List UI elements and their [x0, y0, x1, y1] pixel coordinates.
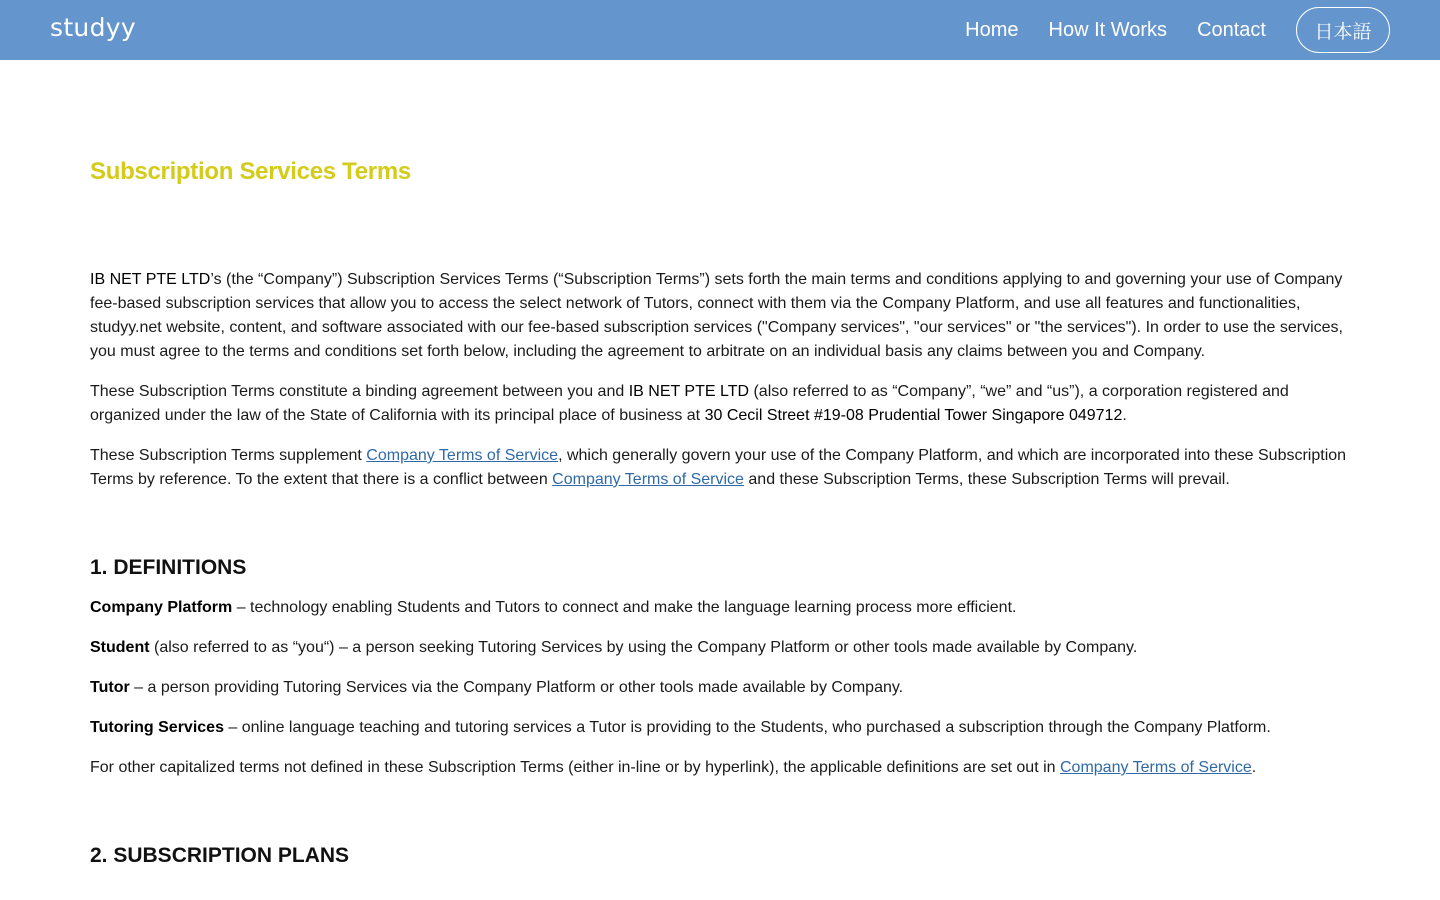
language-switch-button[interactable]: 日本語: [1296, 7, 1390, 53]
logo[interactable]: studyy: [50, 13, 136, 42]
definition-other-period: .: [1251, 759, 1257, 776]
nav-home-link[interactable]: Home: [965, 18, 1019, 41]
intro-paragraph-2-text-c: .: [1122, 407, 1127, 424]
terms-of-service-link[interactable]: Company Terms of Service: [1059, 759, 1252, 776]
definition-text: – a person providing Tutoring Services via the Company Platform or other tools made available by Company.: [129, 679, 904, 696]
intro-paragraph-3-text-b: , which generally govern your use of the Company Platform, and which are incorporated into these Subscription Terms by reference. To the extent that there is a conflict between: [90, 447, 1347, 488]
intro-paragraph-2: [90, 380, 1352, 428]
definition-other-terms: [90, 756, 1352, 780]
company-address: 30 Cecil Street #19-08 Prudential Tower Singapore 049712: [704, 407, 1123, 424]
nav-how-it-works-link[interactable]: How It Works: [1048, 18, 1168, 41]
company-name: IB NET PTE LTD: [628, 383, 750, 400]
definition-tutoring-services: [90, 716, 1352, 740]
nav-contact-link[interactable]: Contact: [1197, 18, 1266, 41]
page-title: Subscription Services Terms: [90, 158, 411, 185]
terms-of-service-link[interactable]: Company Terms of Service: [366, 447, 559, 464]
intro-paragraph-1-text: ’s (the “Company”) Subscription Services Terms (“Subscription Terms”) sets forth the main terms and conditions applying to and governing your use of Company fee-based subscription services that allow you to access the select network of Tutors, connect with them via the Company Platform, and use all features and functionalities, studyy.net website, content, and software associated with our fee-based subscription services ("Company services", "our services" or "the services"). In order to use the services, you must agree to the terms and conditions set forth below, including the agreement to arbitrate on an individual basis any claims between you and Company.: [90, 271, 1343, 360]
intro-paragraph-3: [90, 444, 1352, 492]
intro-paragraph-3-text-a: These Subscription Terms supplement: [90, 447, 367, 464]
intro-paragraph-2-text-a: These Subscription Terms constitute a binding agreement between you and: [90, 383, 629, 400]
definition-term: Company Platform: [90, 599, 233, 616]
intro-paragraph-2-text-b: (also referred to as “Company”, “we” and “us”), a corporation registered and organized under the law of the State of California with its principal place of business at: [90, 383, 1289, 424]
company-name: IB NET PTE LTD: [90, 271, 211, 288]
definition-tutor: [90, 676, 1352, 700]
terms-of-service-link[interactable]: Company Terms of Service: [552, 471, 744, 488]
intro-paragraph-3-text-c: and these Subscription Terms, these Subscription Terms will prevail.: [743, 471, 1230, 488]
main-nav: [965, 6, 1390, 54]
top-navigation-bar: [0, 0, 1440, 60]
definition-company-platform: [90, 596, 1352, 620]
definition-term: Tutor: [90, 679, 130, 696]
definition-term: Tutoring Services: [90, 719, 224, 736]
intro-paragraph-1: [90, 268, 1352, 364]
definition-text: – technology enabling Students and Tutors to connect and make the language learning process more efficient.: [232, 599, 1017, 616]
definitions-heading: 1. DEFINITIONS: [90, 556, 247, 579]
definition-other-text: For other capitalized terms not defined in these Subscription Terms (either in-line or by hyperlink), the applicable definitions are set out in: [90, 759, 1060, 776]
definition-term: Student: [90, 639, 150, 656]
definition-text: – online language teaching and tutoring services a Tutor is providing to the Students, who purchased a subscription through the Company Platform.: [223, 719, 1271, 736]
definition-student: [90, 636, 1352, 660]
subscription-plans-heading: 2. SUBSCRIPTION PLANS: [90, 844, 350, 867]
definition-text: (also referred to as “you“) – a person seeking Tutoring Services by using the Company Platform or other tools made available by Company.: [149, 639, 1138, 656]
